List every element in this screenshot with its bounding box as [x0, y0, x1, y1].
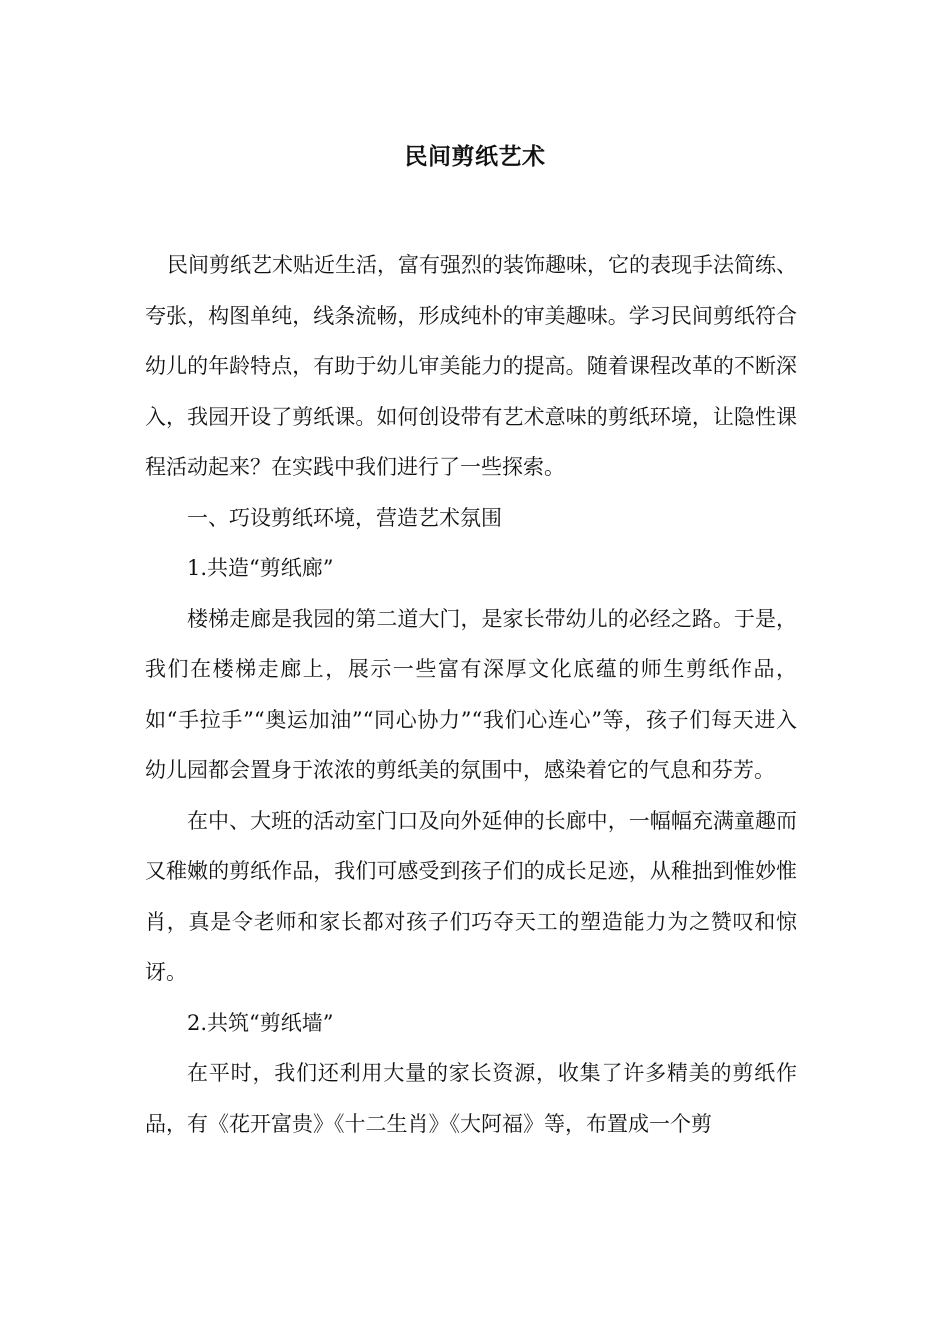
subsection-heading: 2.共筑“剪纸墙”	[187, 1010, 334, 1035]
intro-paragraph: 民间剪纸艺术贴近生活，富有强烈的装饰趣味，它的表现手法简练、夸张，构图单纯，线条流畅，形成纯朴的审美趣味。学习民间剪纸符合幼儿的年龄特点，有助于幼儿审美能力的提高。随着课程改革的不断深入，我园开设了剪纸课。如何创设带有艺术意味的剪纸环境，让隐性课程活动起来？在实践中我们进行了一些探索。	[145, 253, 797, 479]
body-paragraph: 楼梯走廊是我园的第二道大门，是家长带幼儿的必经之路。于是，我们在楼梯走廊上，展示一些富有深厚文化底蕴的师生剪纸作品，如“手拉手”“奥运加油”“同心协力”“我们心连心”等，孩子们每天进入幼儿园都会置身于浓浓的剪纸美的氛围中，感染着它的气息和芬芳。	[145, 606, 797, 782]
subsection-heading: 1.共造“剪纸廊”	[187, 556, 334, 580]
document-title: 民间剪纸艺术	[404, 144, 546, 170]
section-heading: 一、巧设剪纸环境，营造艺术氛围	[187, 505, 502, 530]
body-paragraph: 在中、大班的活动室门口及向外延伸的长廊中，一幅幅充满童趣而又稚嫩的剪纸作品，我们可感受到孩子们的成长足迹，从稚拙到惟妙惟肖，真是令老师和家长都对孩子们巧夺天工的塑造能力为之赞叹和惊讶。	[145, 808, 797, 984]
body-paragraph: 在平时，我们还利用大量的家长资源，收集了许多精美的剪纸作品，有《花开富贵》《十二生肖》《大阿福》等，布置成一个剪	[145, 1061, 797, 1136]
document-body	[145, 240, 797, 1149]
